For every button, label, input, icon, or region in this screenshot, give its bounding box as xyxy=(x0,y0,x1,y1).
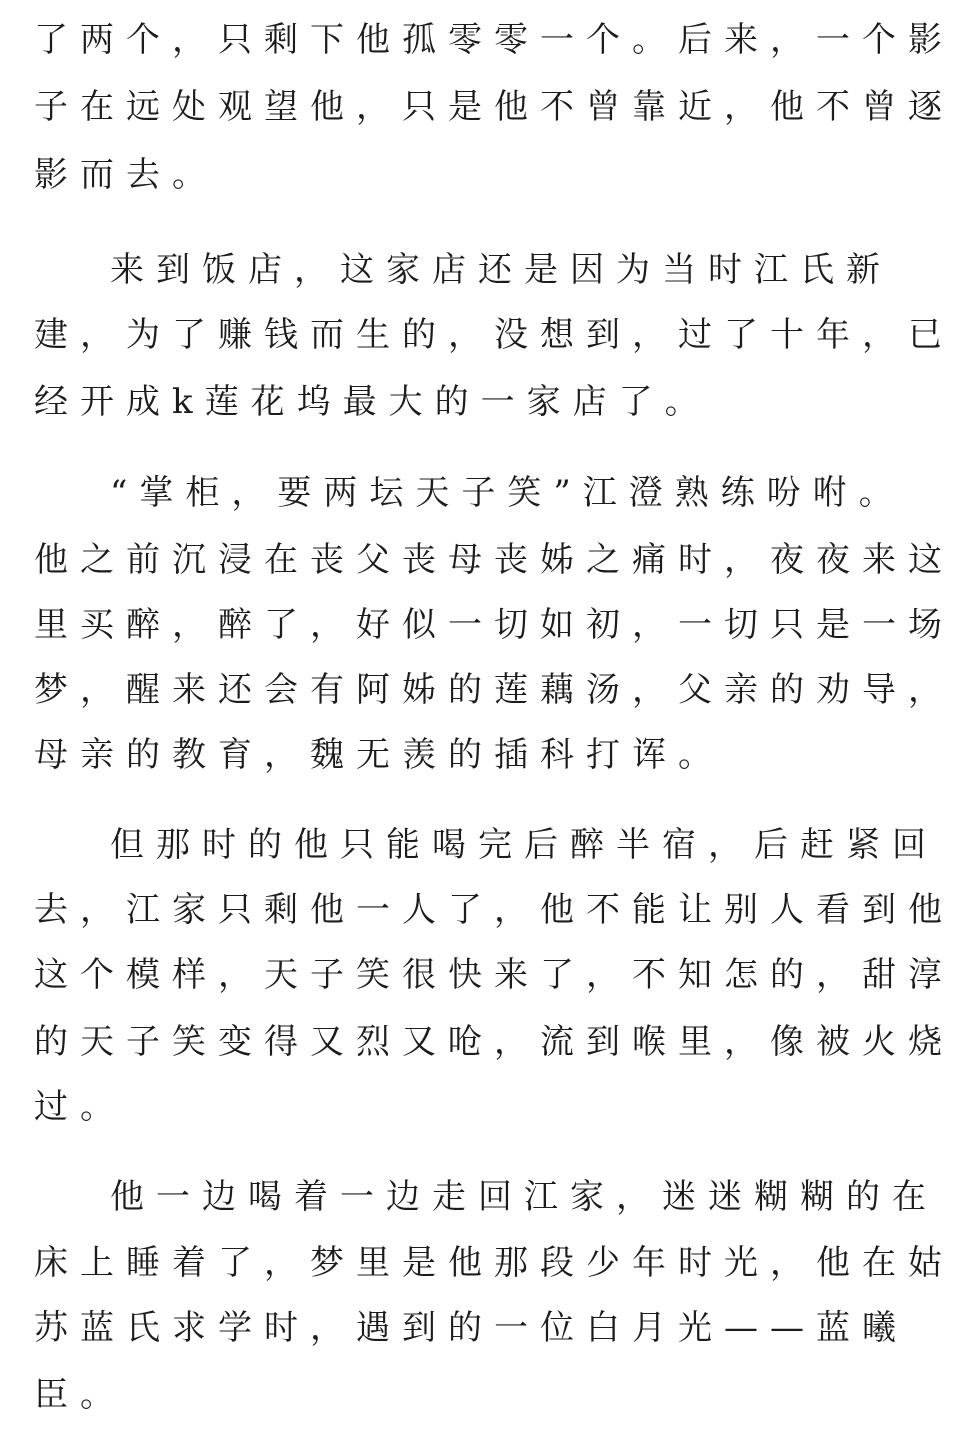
text-line: 经开成k莲花坞最大的一家店了。 xyxy=(34,382,711,422)
text-line: “掌柜，要两坛天子笑”江澄熟练吩咐。 xyxy=(110,473,905,513)
text-line: 来到饭店，这家店还是因为当时江氏新 xyxy=(110,250,892,290)
text-line: 建，为了赚钱而生的，没想到，过了十年，已 xyxy=(34,315,954,355)
text-line: 床上睡着了，梦里是他那段少年时光，他在姑 xyxy=(34,1243,954,1283)
text-line: 子在远处观望他，只是他不曾靠近，他不曾逐 xyxy=(34,87,954,127)
text-line: 他之前沉浸在丧父丧母丧姊之痛时，夜夜来这 xyxy=(34,540,954,580)
text-line: 影而去。 xyxy=(34,155,218,195)
text-line: 但那时的他只能喝完后醉半宿，后赶紧回 xyxy=(110,825,938,865)
text-line: 去，江家只剩他一人了，他不能让别人看到他 xyxy=(34,890,954,930)
text-line: 他一边喝着一边走回江家，迷迷糊糊的在 xyxy=(110,1177,938,1217)
text-line: 的天子笑变得又烈又呛，流到喉里，像被火烧 xyxy=(34,1022,954,1062)
text-line: 臣。 xyxy=(34,1375,126,1415)
text-line: 梦，醒来还会有阿姊的莲藕汤，父亲的劝导， xyxy=(34,670,954,710)
text-line: 这个模样，天子笑很快来了，不知怎的，甜淳 xyxy=(34,955,954,995)
text-line: 过。 xyxy=(34,1087,126,1127)
text-line: 母亲的教育，魏无羡的插科打诨。 xyxy=(34,735,724,775)
text-line: 了两个，只剩下他孤零零一个。后来，一个影 xyxy=(34,20,954,60)
text-line: 里买醉，醉了，好似一切如初，一切只是一场 xyxy=(34,605,954,645)
text-line: 苏蓝氏求学时，遇到的一位白月光——蓝曦 xyxy=(34,1308,908,1348)
